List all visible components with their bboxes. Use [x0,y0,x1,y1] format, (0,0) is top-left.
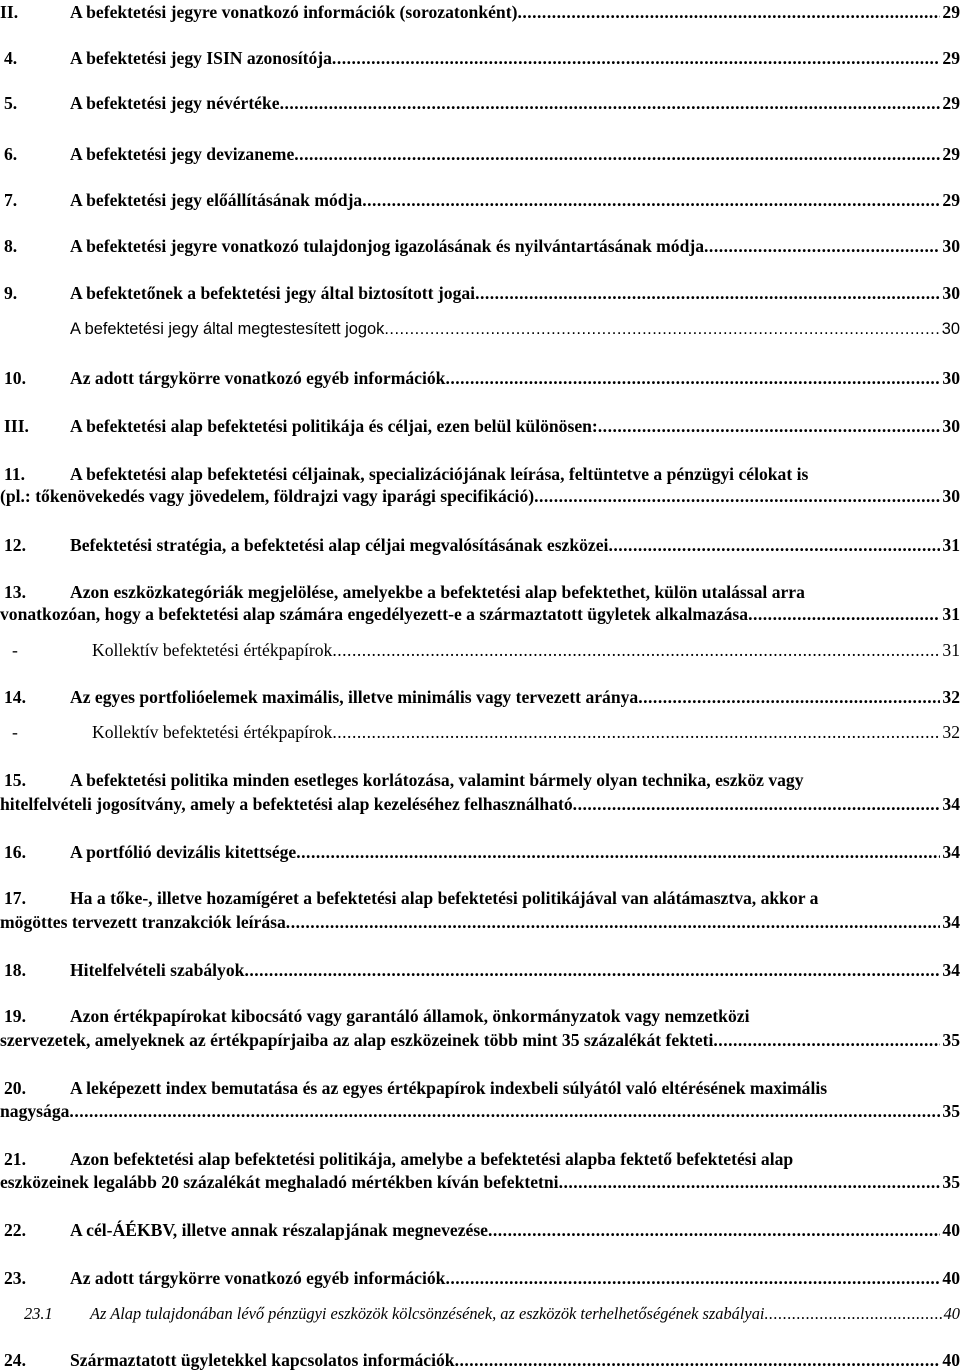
toc-title-line1: Ha a tőke-, illetve hozamígéret a befektetési alap befektetési politikájával van alátámasztva, akkor a [70,888,819,908]
dot-leader [764,1302,941,1326]
toc-line [70,840,960,864]
toc-number: 9. [4,283,18,303]
toc-line [70,958,960,982]
toc-title: szervezetek, amelyeknek az értékpapírjaiba az alap eszközeinek több mint 35 százalékát fekteti [0,1030,714,1050]
toc-page: 29 [942,2,960,22]
toc-entry-II[interactable] [0,0,960,24]
toc-entry-17-cont[interactable] [0,910,960,934]
toc-entry-11[interactable] [0,462,960,486]
toc-entry-23-1[interactable] [0,1302,960,1326]
toc-entry-15[interactable] [0,768,960,792]
toc-page: 29 [942,48,960,68]
dot-leader [384,317,939,341]
toc-title: A cél-ÁÉKBV, illetve annak részalapjának megnevezése [70,1220,488,1240]
toc-title: Befektetési stratégia, a befektetési alap céljai megvalósításának eszközei [70,535,609,555]
toc-page: 34 [942,912,960,932]
toc-entry-12[interactable] [0,533,960,557]
toc-page: 40 [942,1220,960,1240]
toc-page: 40 [943,1304,960,1323]
toc-number: 20. [4,1078,26,1098]
toc-entry-10[interactable] [0,366,960,390]
toc-entry-17[interactable] [0,886,960,910]
toc-title: Kollektív befektetési értékpapírok [92,640,333,660]
toc-page: 31 [942,640,960,660]
toc-title: Az egyes portfolióelemek maximális, illetve minimális vagy tervezett aránya [70,687,639,707]
toc-page: 35 [942,1030,960,1050]
toc-line [0,484,960,508]
toc-title: A befektetési jegyre vonatkozó információk (sorozatonként) [70,2,518,22]
toc-page: 29 [942,144,960,164]
dot-leader [362,188,940,212]
toc-title: A befektetőnek a befektetési jegy által biztosított jogai [70,283,476,303]
toc-entry-20-cont[interactable] [0,1099,960,1123]
toc-line [70,91,960,115]
toc-line [70,46,960,70]
toc-entry-5[interactable] [0,91,960,115]
toc-title: A befektetési jegy által megtestesített jogok [70,320,385,338]
dot-leader [488,1218,940,1242]
dot-leader [748,602,940,626]
toc-page: 35 [942,1172,960,1192]
toc-line [70,414,960,438]
toc-title: vonatkozóan, hogy a befektetési alap számára engedélyezett-e a származtatott ügyletek alkalmazása [0,604,749,624]
toc-line [0,602,960,626]
toc-number: 17. [4,888,26,908]
dot-leader [445,1266,940,1290]
toc-entry-21-cont[interactable] [0,1170,960,1194]
toc-title: Az Alap tulajdonában lévő pénzügyi eszközök kölcsönzésének, az eszközök terhelhetőségének szabályai [90,1304,765,1323]
toc-number: 18. [4,960,26,980]
toc-dash: - [12,722,18,742]
dot-leader [332,46,940,70]
toc-page: 34 [942,842,960,862]
toc-title-line1: A leképezett index bemutatása és az egyes értékpapírok indexbeli súlyától való eltérésének maximális [70,1078,828,1098]
toc-number: 23. [4,1268,26,1288]
toc-entry-III[interactable] [0,414,960,438]
toc-line [0,1099,960,1123]
toc-line [70,685,960,709]
toc-number: 24. [4,1350,26,1370]
toc-title: hitelfelvételi jogosítvány, amely a befektetési alap kezeléséhez felhasználható [0,794,573,814]
toc-title-line1: A befektetési politika minden esetleges korlátozása, valamint bármely olyan technika, eszköz vagy [70,770,804,790]
toc-entry-13[interactable] [0,580,960,604]
toc-line [0,1028,960,1052]
toc-title: mögöttes tervezett tranzakciók leírása [0,912,286,932]
toc-number: 14. [4,687,26,707]
toc-number: 22. [4,1220,26,1240]
toc-number: 5. [4,93,18,113]
dot-leader [332,720,940,744]
dot-leader [455,1348,941,1372]
toc-entry-19-cont[interactable] [0,1028,960,1052]
toc-line [70,1348,960,1372]
toc-entry-9[interactable] [0,281,960,305]
toc-line [92,720,960,744]
toc-entry-14-sub[interactable] [0,720,960,744]
dot-leader [573,792,941,816]
toc-entry-18[interactable] [0,958,960,982]
toc-title: A befektetési jegy ISIN azonosítója [70,48,332,68]
toc-page: 30 [942,283,960,303]
toc-page: 32 [942,722,960,742]
toc-number: 12. [4,535,26,555]
toc-page: 30 [942,416,960,436]
dot-leader [332,638,940,662]
toc-line [70,188,960,212]
toc-entry-20[interactable] [0,1076,960,1100]
toc-page: 32 [942,687,960,707]
toc-entry-13-sub[interactable] [0,638,960,662]
toc-number: 19. [4,1006,26,1026]
toc-title: A befektetési jegy névértéke [70,93,280,113]
dot-leader [280,91,941,115]
toc-page: 40 [942,1268,960,1288]
dot-leader [286,910,941,934]
toc-page: 30 [941,320,960,338]
toc-page: 31 [942,535,960,555]
dot-leader [296,840,940,864]
toc-line [70,1266,960,1290]
toc-title: A portfólió devizális kitettsége [70,842,297,862]
toc-entry-14[interactable] [0,685,960,709]
toc-line [0,1170,960,1194]
toc-line [90,1302,960,1326]
toc-page: 29 [942,190,960,210]
dot-leader [534,484,940,508]
toc-number: 21. [4,1149,26,1169]
toc-line [70,234,960,258]
toc-title-line1: Azon befektetési alap befektetési politikája, amelybe a befektetési alapba fektető befektetési alap [70,1149,794,1169]
toc-entry-22[interactable] [0,1218,960,1242]
toc-line [70,281,960,305]
dot-leader [69,1099,940,1123]
toc-page: 30 [942,236,960,256]
toc-line [70,366,960,390]
toc-line [70,0,960,24]
dot-leader [475,281,940,305]
toc-line [92,638,960,662]
toc-entry-19[interactable] [0,1004,960,1028]
toc-page: 35 [942,1101,960,1121]
dot-leader [608,533,940,557]
toc-page: 30 [942,368,960,388]
toc-title: A befektetési jegy devizaneme [70,144,295,164]
dot-leader [598,414,941,438]
toc-entry-16[interactable] [0,840,960,864]
toc-line [0,792,960,816]
toc-entry-13-cont[interactable] [0,602,960,626]
toc-line [70,533,960,557]
dot-leader [713,1028,940,1052]
toc-number: 8. [4,236,18,256]
toc-page: 31 [942,604,960,624]
dot-leader [704,234,940,258]
toc-entry-24[interactable] [0,1348,960,1372]
toc-page: 34 [942,794,960,814]
toc-number: 16. [4,842,26,862]
toc-number: 23.1 [24,1304,53,1323]
toc-title: (pl.: tőkenövekedés vagy jövedelem, földrajzi vagy iparági specifikáció) [0,486,535,506]
toc-entry-9-sub[interactable] [0,317,960,341]
toc-number: II. [0,2,19,22]
toc-number: 13. [4,582,26,602]
toc-page: 30 [942,486,960,506]
toc-number: III. [4,416,29,436]
toc-number: 4. [4,48,18,68]
toc-title: nagysága [0,1101,70,1121]
dot-leader [445,366,940,390]
dot-leader [294,142,940,166]
toc-entry-15-cont[interactable] [0,792,960,816]
toc-title-line1: Azon értékpapírokat kibocsátó vagy garantáló államok, önkormányzatok vagy nemzetközi [70,1006,750,1026]
toc-line [0,910,960,934]
toc-page: 29 [942,93,960,113]
dot-leader [244,958,940,982]
toc-title-line1: A befektetési alap befektetési céljainak, specializációjának leírása, feltüntetve a pénzügyi célokat is [70,464,809,484]
toc-page: 34 [942,960,960,980]
toc-title: Az adott tárgykörre vonatkozó egyéb információk [70,368,446,388]
toc-number: 6. [4,144,18,164]
toc-entry-11-cont[interactable] [0,484,960,508]
toc-number: 11. [4,464,26,484]
toc-entry-8[interactable] [0,234,960,258]
toc-title: eszközeinek legalább 20 százalékát meghaladó mértékben kíván befektetni [0,1172,559,1192]
toc-title: A befektetési alap befektetési politikája és céljai, ezen belül különösen: [70,416,598,436]
toc-title: Hitelfelvételi szabályok [70,960,245,980]
toc-line [70,142,960,166]
dot-leader [638,685,940,709]
toc-title: Kollektív befektetési értékpapírok [92,722,333,742]
toc-number: 7. [4,190,18,210]
toc-line [70,1218,960,1242]
toc-page: 40 [942,1350,960,1370]
toc-title: Az adott tárgykörre vonatkozó egyéb információk [70,1268,446,1288]
toc-entry-7[interactable] [0,188,960,212]
toc-title: A befektetési jegyre vonatkozó tulajdonjog igazolásának és nyilvántartásának módja [70,236,705,256]
toc-entry-6[interactable] [0,142,960,166]
toc-number: 15. [4,770,26,790]
toc-entry-23[interactable] [0,1266,960,1290]
toc-dash: - [12,640,18,660]
dot-leader [559,1170,941,1194]
toc-entry-4[interactable] [0,46,960,70]
dot-leader [517,0,940,24]
toc-title: A befektetési jegy előállításának módja [70,190,363,210]
toc-title-line1: Azon eszközkategóriák megjelölése, amelyekbe a befektetési alap befektethet, külön utalással arra [70,582,805,602]
toc-title: Származtatott ügyletekkel kapcsolatos információk [70,1350,455,1370]
toc-number: 10. [4,368,26,388]
toc-entry-21[interactable] [0,1147,960,1171]
toc-line [70,317,960,341]
